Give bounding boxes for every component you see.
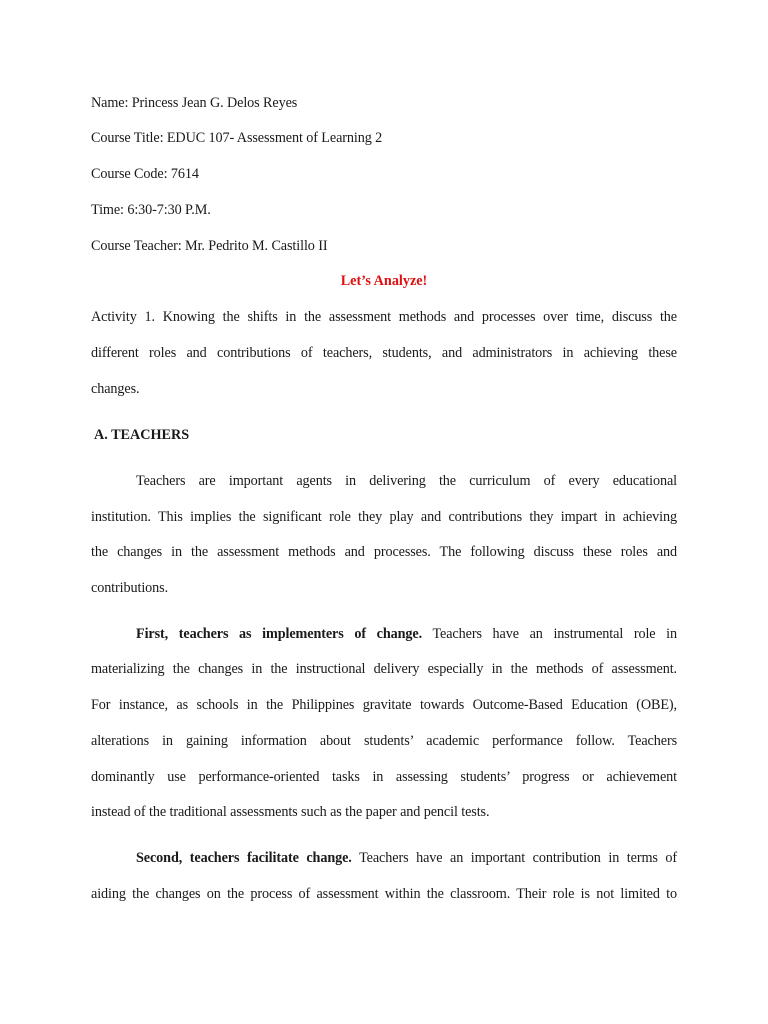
paragraph-line: the changes in the assessment methods and processes. The following discuss these roles and [91,544,677,560]
student-name: Name: Princess Jean G. Delos Reyes [91,95,298,111]
paragraph-line: materializing the changes in the instructional delivery especially in the methods of assessment. [91,661,677,677]
paragraph-line: contributions. [91,580,169,596]
activity-line: changes. [91,381,140,397]
bold-lead: First, teachers as implementers of change. [136,626,423,642]
paragraph-line: dominantly use performance-oriented tasks in assessing students’ progress or achievement [91,769,677,785]
paragraph-text: Teachers have an important contribution in terms of [351,850,678,866]
paragraph-line [136,849,677,867]
class-time: Time: 6:30-7:30 P.M. [91,202,211,218]
page-title: Let’s Analyze! [340,273,428,289]
paragraph-text: Teachers have an instrumental role in [422,626,677,642]
bold-lead: Second, teachers facilitate change. [136,850,352,866]
paragraph-line: Teachers are important agents in delivering the curriculum of every educational [136,473,677,489]
course-title: Course Title: EDUC 107- Assessment of Learning 2 [91,130,383,146]
paragraph-line: aiding the changes on the process of assessment within the classroom. Their role is not limited to [91,886,677,902]
activity-line: different roles and contributions of teachers, students, and administrators in achieving these [91,345,677,361]
course-code: Course Code: 7614 [91,166,199,182]
paragraph-line [136,625,677,643]
section-heading: A. TEACHERS [94,427,190,443]
course-teacher: Course Teacher: Mr. Pedrito M. Castillo II [91,238,328,254]
paragraph-line: instead of the traditional assessments such as the paper and pencil tests. [91,804,490,820]
paragraph-line: For instance, as schools in the Philippines gravitate towards Outcome-Based Education (OBE), [91,697,677,713]
activity-line: Activity 1. Knowing the shifts in the assessment methods and processes over time, discuss the [91,309,677,325]
paragraph-line: institution. This implies the significant role they play and contributions they impart in achieving [91,509,677,525]
paragraph-line: alterations in gaining information about students’ academic performance follow. Teachers [91,733,677,749]
